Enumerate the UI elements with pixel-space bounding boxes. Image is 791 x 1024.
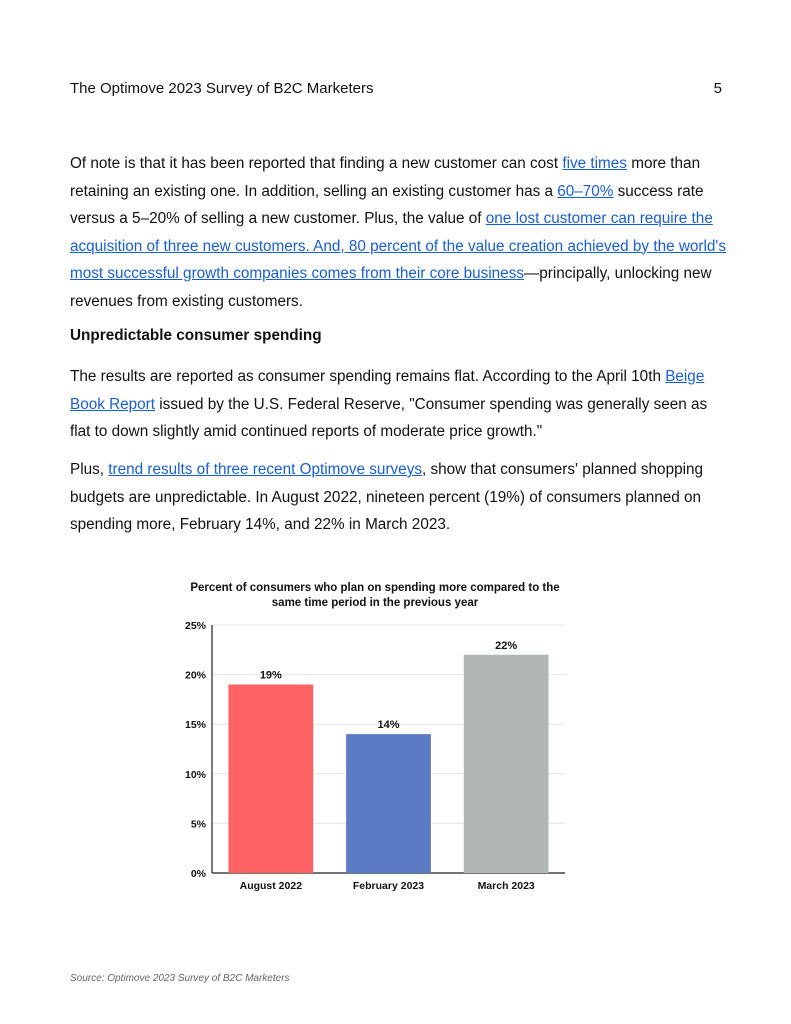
page-header-title: The Optimove 2023 Survey of B2C Marketers bbox=[70, 80, 374, 97]
bar bbox=[346, 734, 431, 873]
source-note: Source: Optimove 2023 Survey of B2C Marketers bbox=[70, 973, 290, 984]
paragraph-survey-trends bbox=[70, 456, 730, 539]
text-span: more than retaining an existing one. In addition, selling an existing customer has a bbox=[70, 155, 701, 200]
x-axis bbox=[240, 880, 535, 892]
text-span: , show that consumers' planned shopping budgets are unpredictable. In August 2022, nineteen percent (19%) of consumers planned on spending more, February 14%, and 22% in March 2023. bbox=[70, 461, 703, 533]
link-lost-customer[interactable]: one lost customer can require the acquisition of three new customers. And, 80 percent of the value creation achieved by the world's most successful growth companies comes from their core business bbox=[70, 210, 726, 282]
text-span: Of note is that it has been reported that finding a new customer can cost bbox=[70, 155, 563, 172]
x-tick-label: August 2022 bbox=[239, 880, 303, 892]
text-span: success rate versus a 5–20% of selling a new customer. Plus, the value of bbox=[70, 182, 704, 227]
link-five-times[interactable]: five times bbox=[562, 155, 627, 172]
text-span: —principally, unlocking new revenues from existing customers. bbox=[70, 265, 712, 310]
text-span: Plus, bbox=[70, 461, 109, 478]
bar-chart bbox=[150, 570, 590, 900]
text-span: The results are reported as consumer spending remains flat. According to the April 10th bbox=[70, 368, 666, 385]
link-optimove-surveys[interactable]: trend results of three recent Optimove surveys bbox=[108, 461, 422, 478]
bar bbox=[464, 655, 549, 873]
y-tick-label: 25% bbox=[184, 620, 206, 632]
chart-title-line2: same time period in the previous year bbox=[271, 597, 479, 609]
bar bbox=[228, 685, 313, 873]
section-heading: Unpredictable consumer spending bbox=[70, 327, 322, 344]
link-beige-book-report[interactable]: Beige Book Report bbox=[70, 368, 705, 413]
x-tick-label: February 2023 bbox=[352, 880, 425, 892]
x-tick-label: March 2023 bbox=[477, 880, 535, 892]
chart-title-line1: Percent of consumers who plan on spending more compared to the bbox=[190, 582, 560, 594]
y-tick-label: 0% bbox=[190, 868, 206, 880]
y-tick-label: 20% bbox=[184, 669, 206, 682]
y-tick-label: 15% bbox=[184, 719, 206, 732]
bar-value-label: 22% bbox=[495, 639, 518, 652]
paragraph-customer-cost bbox=[70, 150, 730, 315]
link-success-rate[interactable]: 60–70% bbox=[557, 182, 614, 200]
y-tick-label: 5% bbox=[190, 818, 206, 831]
paragraph-consumer-spending bbox=[70, 363, 730, 446]
bar-value-label: 19% bbox=[259, 669, 282, 682]
bar-value-label: 14% bbox=[377, 719, 400, 732]
y-tick-label: 10% bbox=[184, 768, 206, 781]
y-axis bbox=[185, 620, 212, 880]
page-number: 5 bbox=[713, 80, 722, 97]
text-span: issued by the U.S. Federal Reserve, "Consumer spending was generally seen as flat to down slightly amid continued reports of moderate price growth." bbox=[70, 395, 708, 440]
